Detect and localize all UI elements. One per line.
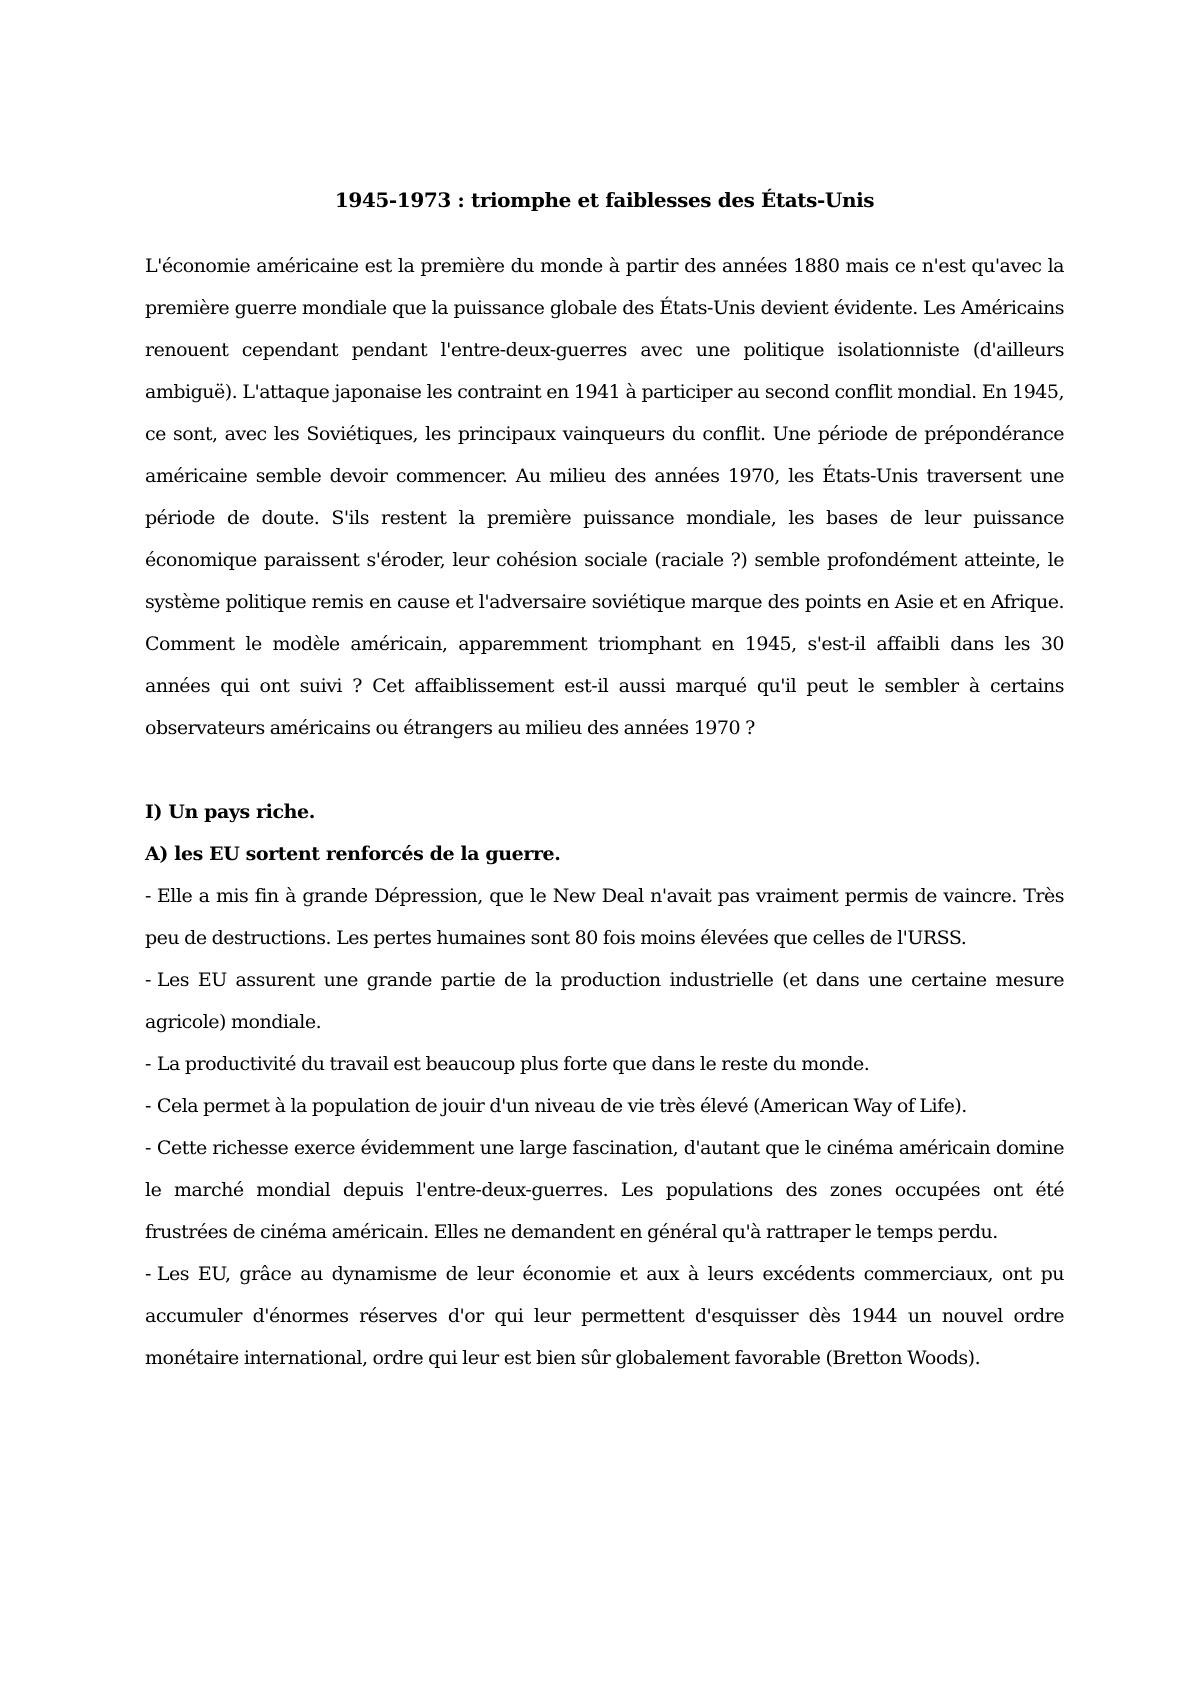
bullet-item [145,1043,1064,1085]
bullet-text: Cette richesse exerce évidemment une large fascination, d'autant que le cinéma américain domine le marché mondial depuis l'entre-deux-guerres. Les populations des zones occupées ont été frustrées de cinéma américain. Elles ne demandent en général qu'à rattraper le temps perdu. [145,1137,1064,1243]
document-body [145,185,1064,1379]
bullet-dash: - [145,969,151,991]
bullet-item [145,875,1064,959]
bullet-text: Les EU, grâce au dynamisme de leur économie et aux à leurs excédents commerciaux, ont pu accumuler d'énormes réserves d'or qui leur permettent d'esquisser dès 1944 un nouvel ordre monétaire international, ordre qui leur est bien sûr globalement favorable (Bretton Woods). [145,1263,1064,1369]
intro-paragraph: L'économie américaine est la première du monde à partir des années 1880 mais ce n'est qu'avec la première guerre mondiale que la puissance globale des États-Unis devient évidente. Les Américains renouent cependant pendant l'entre-deux-guerres avec une politique isolationniste (d'ailleurs ambiguë). L'attaque japonaise les contraint en 1941 à participer au second conflit mondial. En 1945, ce sont, avec les Soviétiques, les principaux vainqueurs du conflit. Une période de prépondérance américaine semble devoir commencer. Au milieu des années 1970, les États-Unis traversent une période de doute. S'ils restent la première puissance mondiale, les bases de leur puissance économique paraissent s'éroder, leur cohésion sociale (raciale ?) semble profondément atteinte, le système politique remis en cause et l'adversaire soviétique marque des points en Asie et en Afrique. Comment le modèle américain, apparemment triomphant en 1945, s'est-il affaibli dans les 30 années qui ont suivi ? Cet affaiblissement est-il aussi marqué qu'il peut le sembler à certains observateurs américains ou étrangers au milieu des années 1970 ? [145,255,1064,739]
document-title: 1945-1973 : triomphe et faiblesses des États-Unis [334,188,875,212]
section-heading-1: I) Un pays riche. [145,801,315,823]
bullet-item [145,959,1064,1043]
bullet-text: Elle a mis fin à grande Dépression, que le New Deal n'avait pas vraiment permis de vaincre. Très peu de destructions. Les pertes humaines sont 80 fois moins élevées que celles de l'URSS. [145,885,1064,949]
bullet-text: La productivité du travail est beaucoup plus forte que dans le reste du monde. [156,1053,870,1075]
bullet-dash: - [145,1053,151,1075]
bullet-list [145,875,1064,1379]
bullet-text: Cela permet à la population de jouir d'un niveau de vie très élevé (American Way of Life). [156,1095,967,1117]
bullet-dash: - [145,1095,151,1117]
bullet-item [145,1127,1064,1253]
bullet-dash: - [145,1137,151,1159]
subsection-heading-a: A) les EU sortent renforcés de la guerre. [145,843,561,865]
bullet-item [145,1253,1064,1379]
bullet-dash: - [145,1263,151,1285]
bullet-text: Les EU assurent une grande partie de la production industrielle (et dans une certaine mesure agricole) mondiale. [145,969,1064,1033]
bullet-item [145,1085,1064,1127]
bullet-dash: - [145,885,151,907]
